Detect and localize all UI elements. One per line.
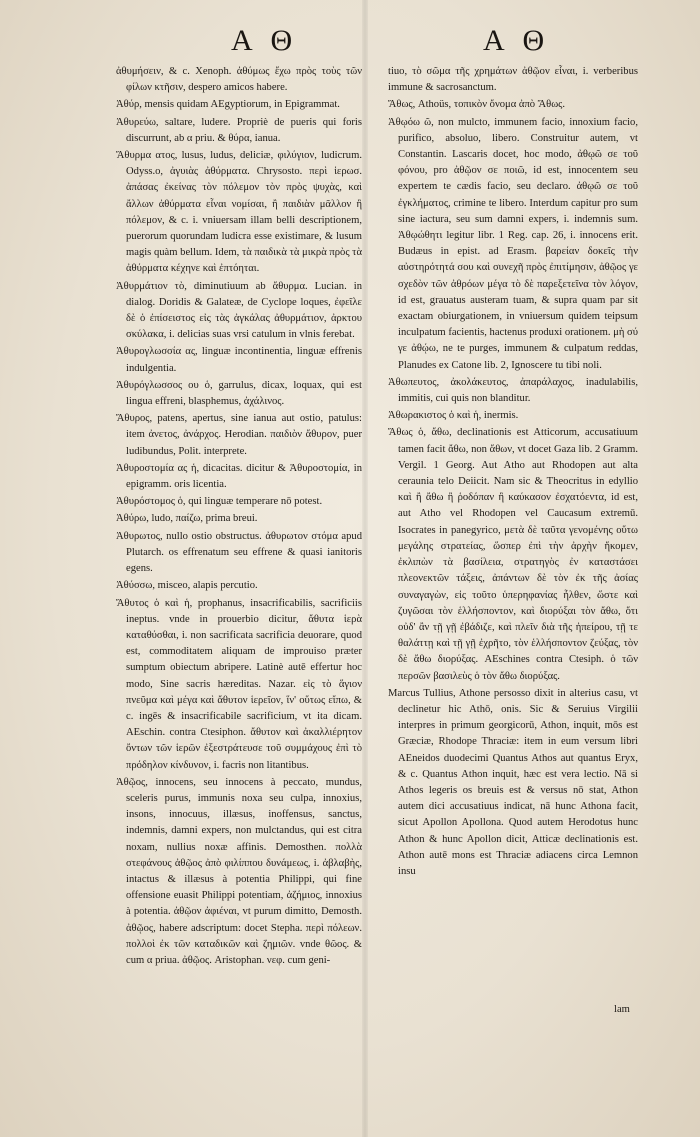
dictionary-entry: Ἀθυρογλωσσία ας, linguæ incontinentia, linguæ effrenis indulgentia.	[116, 346, 362, 374]
dictionary-entry: Ἀθῷος, innocens, seu innocens à peccato, mundus, sceleris purus, immunis noxa seu culpa, innoxius, insons, innocuus, illæsus, inoffensus, sanctus, indemnis, damni expers, non mulctandus, qui est citra noxam, nullius noxæ affinis. Demosthen. πολλὰ στεφάνους ἀθῷος ἀπὸ φιλίππου δυνάμεως, i. ἀβλαβὴς, intactus & illæsus à potentia Philippi, qui fine offensione euasit Philippi potentiam, ἀζήμιος, innoxius à potentia. ἀθῷον ἀφιέναι, vt purum dimitto, Demosth. ἀθῷος, habere adscriptum: docet Stepha. περὶ πόλεων. πολλοὶ ἐκ τῶν καταδικῶν καὶ ζημιῶν. vnde θῶος. & cum α priua. ἀθῷος. Aristophan. νεφ. cum geni-	[116, 776, 362, 966]
dictionary-entry: Ἀθυροστομία ας ἡ, dicacitas. dicitur & Ἀθυροστομία, in epigramm. oris licentia.	[116, 462, 362, 491]
dictionary-entry: Ἀθῳόω ῶ, non mulcto, immunem facio, innoxium facio, purifico, absoluo, libero. Construitur autem, vt Constantin. Lascaris docet, hoc modo, ἀθῳῶ σε τοῦ φόνου, pro ἀθῷον σε ποιῶ, id est, innocentem seu expertem te cædis facio, seu declaro. ἀθῳῶ σε τοῦ ἐγκλήματος, crimine te libero. Interdum capitur pro sum sine iactura, seu sum damni expers, i. indemnis sum. Ἀθῳώθητι legitur libr. 1 Reg. cap. 26, i. innocens erit. Budæus in epist. ad Erasm. βαρείαν δοκεῖς τὴν αὐστηρότητά σου καὶ συνεχῆ πρὸς ἐπιτίμησιν, ἀθῷος γε σχεδὸν τῶν ἀθρόων μέγα τὸ δὲ παρεξετεῖνα τὸν λόγον, id est, grauatus austeram tuam, & supra quam par sit exactam obiurgationem, in vniuersum quidem teipsum inculpatum facientis, hactenus produxi orationem. μὴ σύ γε ἀθῴω, ne te purges, immunem & culpatum reddas, Planudes ex Catone lib. 2, Ignoscere tu tibi noli.	[388, 116, 638, 371]
dictionary-entry: Ἄθυρμα ατος, lusus, ludus, deliciæ, φιλύγιον, ludicrum. Odyss.ο, ἀγυιὰς ἀθύρματα. Chrysosto. περὶ ἱερωσ. ἀπάσας ἐκείνας τὸν πόλεμον τὸν πρὸς ψυχὰς, καὶ ἄλλων ἀθύρματα εἶναι νομίσαι, ἢ παιδιὰν μᾶλλον ἢ πόλεμον, & c. i. vniuersam illam belli descriptionem, puerorum quorundam ludicra esse existimare, & lusum magis quàm bellum. Idem, τὰ παιδικὰ τὰ μικρὰ πρὸς τὰ ἀθύρματα κέχηνε καὶ ἐπτόηται.	[116, 150, 362, 275]
dictionary-entry: Ἀθύρ, mensis quidam AEgyptiorum, in Epigrammat.	[116, 99, 340, 111]
dictionary-entry: Ἀθυρωτος, nullo ostio obstructus. ἀθυρωτον στόμα apud Plutarch. os effrenatum seu effrene & quasi ianitoris egens.	[116, 530, 362, 575]
dictionary-entry: Ἀθυρεύω, saltare, ludere. Propriè de pueris qui foris discurrunt, ab α priu. & θύρα, ianua.	[116, 116, 362, 144]
dictionary-entry: Ἀθυρμάτιον τὸ, diminutiuum ab ἄθυρμα. Lucian. in dialog. Doridis & Galateæ, de Cyclope loques, ἐφεῖλε δὲ ὁ ἐπίσειστος εἰς τὰς ἀγκάλας ἀθυρμάτιον, ἀρκτου σκύλακα, i. delicias suas vrsi catulum in vlnis ferebat.	[116, 280, 362, 341]
dictionary-entry: Ἄθυτος ὁ καὶ ἡ, prophanus, insacrificabilis, sacrificiis ineptus. vnde in prouerbio dicitur, ἄθυτα ἱερὰ καταθύσθαι, i. non sacrificata sacrificia deuorare, quod est, commoditatem aliquam de improuiso præter sumptum obiectum abripere. Latinè autē effertur hoc modo, Sine sacris hæreditas. Nazar. εἰς τὸ ἅγιον πνεῦμα καὶ μέγα καὶ ἄθυτον ἱερεῖον, ἵν' οὕτως εἴπω, & c. ingēs & insacrificabile sacrificium, vt ita dicam. AEschin. contra Ctesiphon. ἄθυτον καὶ ἀκαλλιέρητον ὄντων τῶν ἱερῶν ἐξεστράτευσε τοῦ συμμάχους ἐπὶ τὸ πρόδηλον κίνδυνον, i. facris non litantibus.	[116, 597, 362, 771]
gutter	[362, 0, 368, 1137]
right-header: Α Θ	[483, 24, 551, 57]
right-column-body	[388, 64, 638, 880]
dictionary-entry: ἀθυμήσειν, & c. Xenoph. ἀθύμως ἔχω πρὸς τοὺς τῶν φίλων κτῆσιν, despero amicos habere.	[116, 66, 362, 94]
dictionary-entry: Marcus Tullius, Athone persosso dixit in alterius casu, vt declinetur hic Athō, onis. Sic & Seruius Virgilii interpres in primum georgicorū, Athon, inquit, mōs est Græciæ, Rhodope Thraciæ: item in eum versum libri AEneidos duodecimi Quantus Athos aut quantus Eryx, & c. Quantus Athon inquit, hæc est vera lectio. Nā si Athos legeris os breuis est & versus nō stat, Athon autem dici accusatiuus indicat, nā hunc Athona facit, sicut Apollon Apollona. Quod autem Herodotus hunc Athon & hunc Apollon dicit, Atticæ declinationis est. Athon autē mons est Thraciæ adiacens circa Lemnon insu	[388, 687, 638, 877]
dictionary-entry: Ἄθως, Athoüs, τοπικὸν ὄνομα ἀπὸ Ἄθως.	[388, 99, 566, 111]
dictionary-entry: Ἀθωρακιστος ὁ καὶ ἡ, inermis.	[388, 410, 519, 422]
left-column	[116, 22, 362, 970]
dictionary-entry: Ἄθως ὁ, ἄθω, declinationis est Atticorum, accusatiuum tamen facit ἄθω, non ἄθων, vt docet Gaza lib. 2 Gramm. Vergil. 1 Georg. Aut Atho aut Rhodopen aut alta ceraunia telo Deiicit. Nam sic & Theocritus in edyllio καὶ ἢ ἄθω ἢ ῥοδόπαν ἢ καύκασον ἐσχατόεντα, id est, aut Atho vel Rhodopen vel Caucasum extremū. Isocrates in panegyrico, μετὰ δὲ ταῦτα γενομένης οὕτω μεγάλης στρατείας, ὥσπερ ἐπὶ τὴν ἀρχὴν ἥκομεν, ἐκλιπὼν τὰ βασίλεια, στρατηγὸς ἐν καταστάσει πλεονεκτῶν τάξεις, ἀπάντων δὲ τὸν ἐκ τῆς ἀσίας συναγαγὼν, εἰς τοῦτο ὑπερηφανίας ἦλθεν, ὥστε καὶ ζυγῶσαι τὸν ἑλλήσποντον, καὶ διορύξαι τὸν ἄθω, ὅτι οὐδ' ἂν τῇ γῇ ἐβάδιζε, καὶ πλεῖν διὰ τῆς ἠπείρου, τῇ τε θαλάττῃ καὶ τῇ γῇ ἐχρῆτο, τὸν ἑλλήσποντον ζεύξας, τὸν δὲ ἄθω διορύξας. AEschines contra Ctesiph. ὁ τῶν περσῶν βασιλεὺς ὁ τὸν ἄθω διορύξας.	[388, 427, 638, 682]
dictionary-entry: Ἀθυρόγλωσσος ου ὁ, garrulus, dicax, loquax, qui est lingua effreni, blasphemus, ἀχάλινος.	[116, 379, 362, 408]
dictionary-entry: Ἀθωπευτος, ἀκολάκευτος, ἀπαράλαχος, inadulabilis, immitis, cui quis non blanditur.	[388, 376, 638, 405]
left-column-body	[116, 64, 362, 969]
dictionary-entry: tiuo, τὸ σῶμα τῆς χρημάτων ἀθῷον εἶναι, i. verberibus immune & sacrosanctum.	[388, 66, 638, 94]
dictionary-entry: Ἀθύσσω, misceo, alapis percutio.	[116, 580, 258, 592]
catchword: lam	[614, 1004, 630, 1015]
dictionary-entry: Ἄθυρος, patens, apertus, sine ianua aut ostio, patulus: item ἀνετος, ἀνάρχος. Herodian. παιδιὸν ἄθυρον, puer ludibundus, Polit. interprete.	[116, 413, 362, 457]
right-column	[388, 22, 638, 881]
dictionary-entry: Ἀθύρω, ludo, παίζω, prima breui.	[116, 513, 258, 525]
dictionary-entry: Ἀθυρόστομος ὁ, qui linguæ temperare nō potest.	[116, 496, 323, 508]
left-header: Α Θ	[231, 24, 299, 57]
